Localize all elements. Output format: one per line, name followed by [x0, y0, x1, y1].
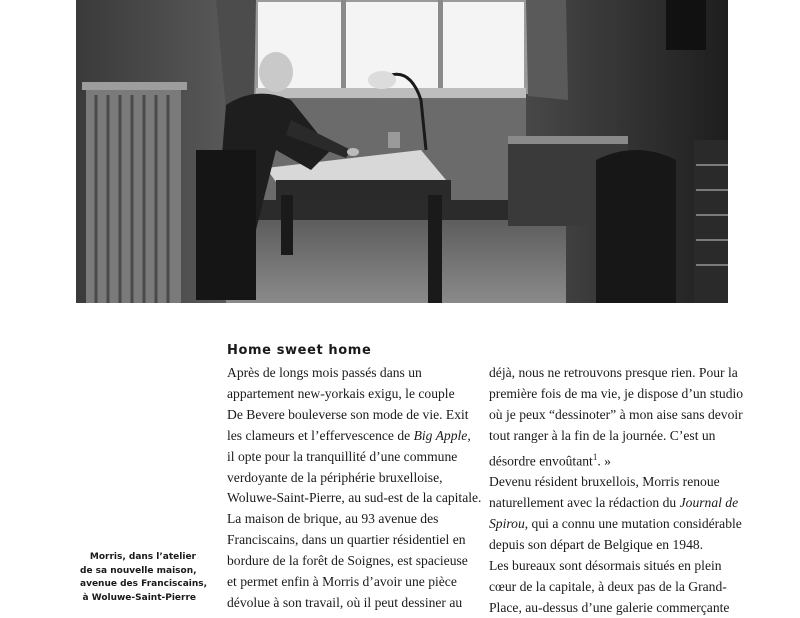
- text-fragment: naturellement avec la rédaction du: [489, 495, 680, 510]
- text-line: bordure de la forêt de Soignes, est spacieuse: [227, 551, 475, 572]
- text-fragment: , qui a connu une mutation considérable: [525, 516, 742, 531]
- text-fragment: . »: [597, 453, 611, 468]
- photo-icon: [76, 0, 728, 303]
- text-line: Devenu résident bruxellois, Morris renoue: [489, 472, 739, 493]
- photo-caption: [80, 551, 196, 605]
- italic-title: Big Apple: [414, 428, 468, 443]
- text-line: où je peux “dessinoter” à mon aise sans devoir: [489, 405, 739, 426]
- text-line: [489, 447, 739, 472]
- footnote-marker: 1: [593, 452, 598, 462]
- text-line: Après de longs mois passés dans un: [227, 363, 475, 384]
- text-fragment: désordre envoûtant: [489, 453, 593, 468]
- article-column-left: [227, 363, 475, 614]
- caption-line: Morris, dans l’atelier: [80, 551, 196, 565]
- text-line: [489, 514, 739, 535]
- text-line: Woluwe-Saint-Pierre, au sud-est de la capitale.: [227, 488, 475, 509]
- section-heading: Home sweet home: [227, 343, 371, 358]
- text-line: première fois de ma vie, je dispose d’un studio: [489, 384, 739, 405]
- text-line: tout ranger à la fin de la journée. C’est un: [489, 426, 739, 447]
- italic-title: Journal de: [680, 495, 739, 510]
- text-line: Les bureaux sont désormais situés en plein: [489, 556, 739, 577]
- text-line: et permet enfin à Morris d’avoir une pièce: [227, 572, 475, 593]
- text-fragment: les clameurs et l’effervescence de: [227, 428, 414, 443]
- text-line: Franciscains, dans un quartier résidentiel en: [227, 530, 475, 551]
- article-column-right: [489, 363, 739, 618]
- text-line: appartement new-yorkais exigu, le couple: [227, 384, 475, 405]
- text-line: verdoyante de la périphérie bruxelloise,: [227, 468, 475, 489]
- italic-title: Spirou: [489, 516, 525, 531]
- caption-line: avenue des Franciscains,: [80, 578, 196, 592]
- caption-line: à Woluwe-Saint-Pierre: [80, 592, 196, 606]
- text-line: Place, au-dessus d’une galerie commerçante: [489, 598, 739, 618]
- text-fragment: ,: [467, 428, 470, 443]
- photo-morris-at-desk: [76, 0, 728, 303]
- text-line: La maison de brique, au 93 avenue des: [227, 509, 475, 530]
- text-line: dévolue à son travail, où il peut dessiner au: [227, 593, 475, 614]
- text-line: [489, 493, 739, 514]
- text-line: cœur de la capitale, à deux pas de la Grand-: [489, 577, 739, 598]
- text-line: De Bevere bouleverse son mode de vie. Exit: [227, 405, 475, 426]
- text-line: déjà, nous ne retrouvons presque rien. Pour la: [489, 363, 739, 384]
- text-line: [227, 426, 475, 447]
- caption-line: de sa nouvelle maison,: [80, 565, 196, 579]
- text-line: depuis son départ de Belgique en 1948.: [489, 535, 739, 556]
- text-line: il opte pour la tranquillité d’une commune: [227, 447, 475, 468]
